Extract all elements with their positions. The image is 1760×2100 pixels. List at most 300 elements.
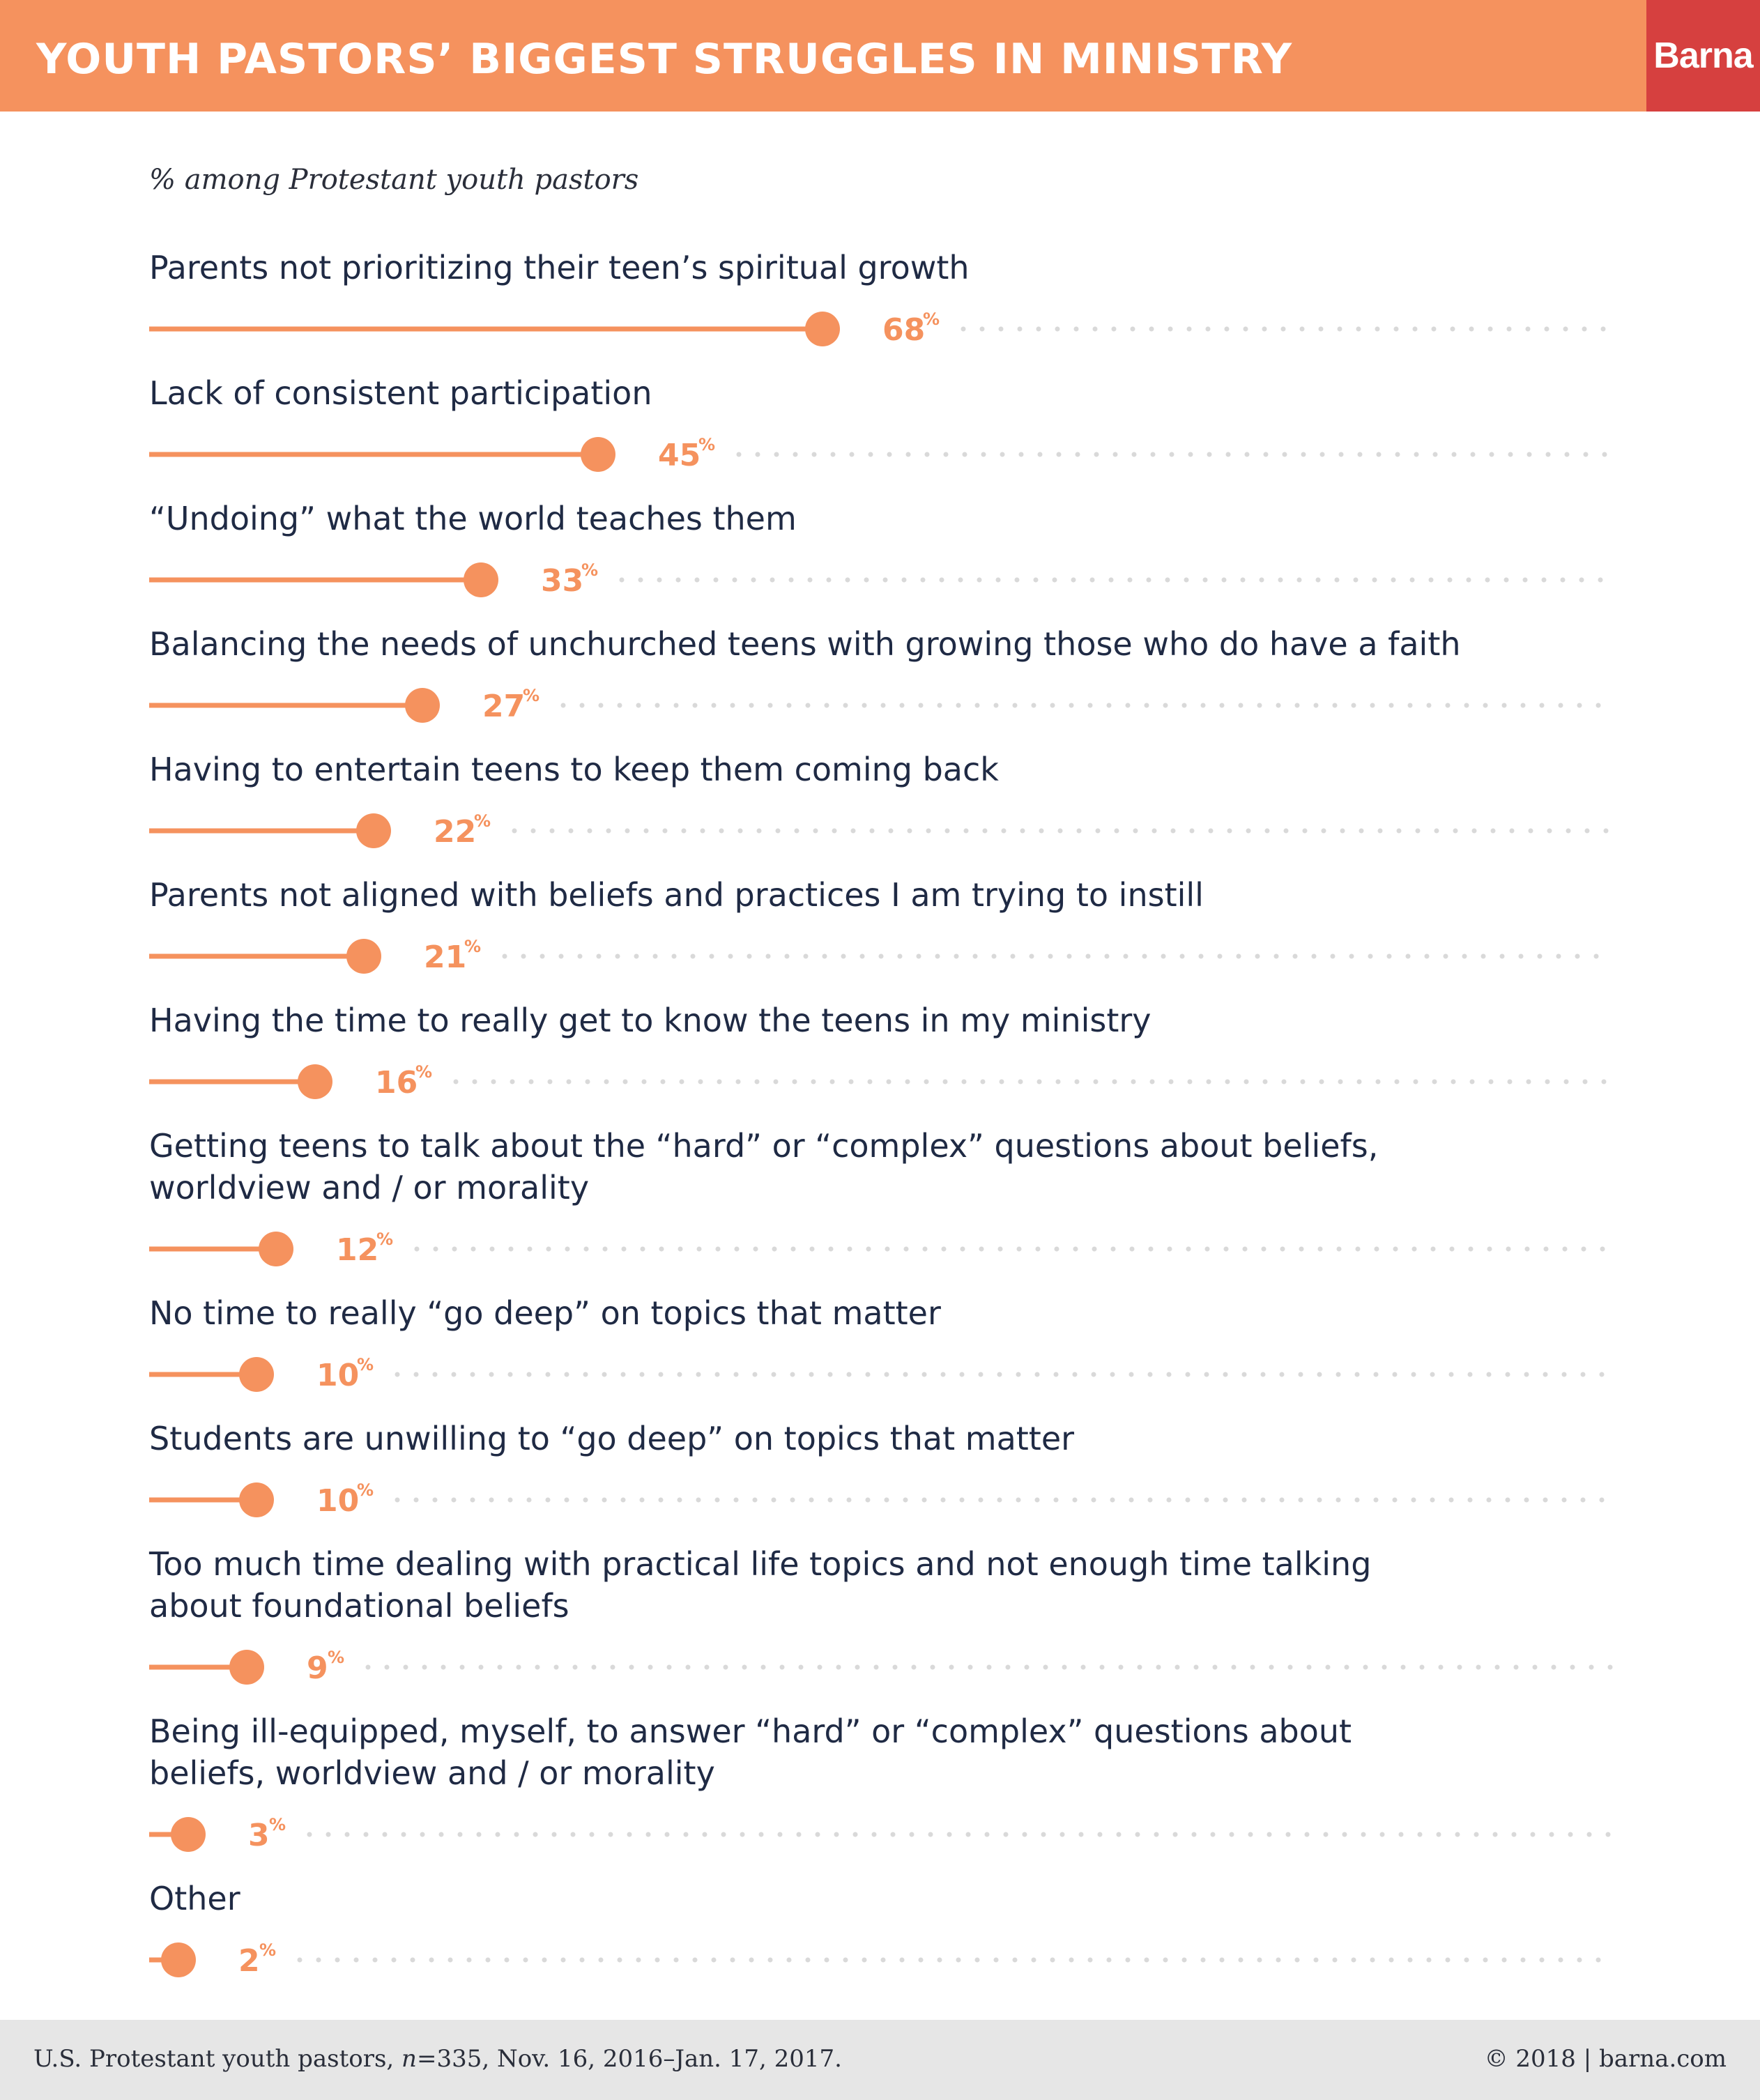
track-dot xyxy=(1562,1372,1567,1377)
track-dot xyxy=(433,1498,438,1503)
track-dot xyxy=(1507,327,1512,332)
track-dot xyxy=(565,1247,570,1252)
bar-dot xyxy=(581,437,615,472)
track-dot xyxy=(1354,578,1359,583)
track-dot xyxy=(1232,1665,1237,1670)
track-dot xyxy=(1016,1498,1021,1503)
track-dot xyxy=(1457,1665,1462,1670)
track-dot xyxy=(657,578,662,583)
track-dot xyxy=(900,1958,905,1963)
track-dot xyxy=(473,1080,477,1085)
track-dot xyxy=(832,829,837,834)
track-dot xyxy=(1041,1832,1046,1837)
track-dot xyxy=(1186,1247,1191,1252)
track-dot xyxy=(954,954,959,959)
track-dot xyxy=(1131,327,1135,332)
track-dot xyxy=(961,327,966,332)
track-dot xyxy=(1416,829,1421,834)
track-dot xyxy=(1389,1958,1394,1963)
track-dot xyxy=(1563,327,1568,332)
track-dot xyxy=(307,1832,312,1837)
track-dot xyxy=(1225,1080,1230,1085)
track-dot xyxy=(985,1832,990,1837)
track-dot xyxy=(1100,1665,1105,1670)
track-dot xyxy=(747,954,752,959)
value-unit: % xyxy=(259,1940,277,1960)
value-unit: % xyxy=(328,1648,345,1667)
track-dot xyxy=(1282,1080,1287,1085)
value-unit: % xyxy=(474,811,491,831)
track-dot xyxy=(1081,1665,1086,1670)
track-dot xyxy=(1316,578,1321,583)
track-dot xyxy=(804,954,809,959)
track-dot xyxy=(1531,1832,1536,1837)
track-dot xyxy=(620,578,625,583)
track-dot xyxy=(1579,578,1584,583)
track-dot xyxy=(738,829,743,834)
track-dot xyxy=(1604,829,1609,834)
track-dot xyxy=(1115,829,1119,834)
category-label: Being ill-equipped, myself, to answer “hard” or “complex” questions about xyxy=(149,1712,1352,1750)
track-dot xyxy=(1547,829,1552,834)
category-label: Other xyxy=(149,1880,240,1917)
track-dot xyxy=(812,452,817,457)
track-dot xyxy=(1561,578,1566,583)
track-dot xyxy=(395,1372,400,1377)
track-dot xyxy=(1161,954,1166,959)
track-dot xyxy=(1169,1080,1174,1085)
track-dot xyxy=(1508,452,1513,457)
track-dot xyxy=(1449,1498,1454,1503)
track-dot xyxy=(1374,1372,1379,1377)
track-dot xyxy=(693,1958,698,1963)
track-dot xyxy=(1132,452,1137,457)
track-dot xyxy=(603,1247,608,1252)
track-dot xyxy=(1596,1958,1601,1963)
track-dot xyxy=(964,829,969,834)
track-dot xyxy=(724,1665,728,1670)
track-dot xyxy=(757,829,762,834)
track-dot xyxy=(1399,1832,1404,1837)
track-dot xyxy=(1602,452,1607,457)
track-dot xyxy=(1523,578,1528,583)
track-dot xyxy=(921,578,926,583)
track-dot xyxy=(1540,1958,1545,1963)
track-dot xyxy=(1587,1832,1592,1837)
track-dot xyxy=(828,1372,833,1377)
track-dot xyxy=(1142,954,1147,959)
track-dot xyxy=(1107,703,1112,708)
track-dot xyxy=(618,703,622,708)
track-dot xyxy=(1487,1372,1492,1377)
track-dot xyxy=(1524,1372,1529,1377)
track-dot xyxy=(1017,1247,1022,1252)
track-dot xyxy=(1111,1247,1116,1252)
track-dot xyxy=(1109,578,1114,583)
track-dot xyxy=(1190,829,1195,834)
track-dot xyxy=(919,703,924,708)
track-dot xyxy=(467,1958,472,1963)
track-dot xyxy=(1491,829,1496,834)
track-dot xyxy=(1261,1498,1266,1503)
brand-logo-text: Barna xyxy=(1653,36,1753,76)
track-dot xyxy=(1448,578,1453,583)
track-dot xyxy=(1223,1498,1228,1503)
track-dot xyxy=(1444,954,1448,959)
track-dot xyxy=(659,1247,664,1252)
track-dot xyxy=(1149,1247,1154,1252)
track-dot xyxy=(772,1372,776,1377)
track-dot xyxy=(1032,1958,1036,1963)
track-dot xyxy=(1600,1498,1605,1503)
track-dot xyxy=(1589,1665,1594,1670)
track-dot xyxy=(1274,954,1279,959)
track-dot xyxy=(1182,703,1187,708)
track-dot xyxy=(326,1832,331,1837)
track-dot xyxy=(676,578,681,583)
track-dot xyxy=(1250,1665,1255,1670)
track-dot xyxy=(1356,1247,1361,1252)
track-dot xyxy=(621,1372,626,1377)
track-dot xyxy=(1462,954,1467,959)
track-dot xyxy=(460,1665,465,1670)
track-dot xyxy=(1355,1498,1360,1503)
track-dot xyxy=(1038,452,1043,457)
track-dot xyxy=(1469,1247,1474,1252)
track-dot xyxy=(945,829,950,834)
track-dot xyxy=(774,452,779,457)
category-label: Parents not aligned with beliefs and practices I am trying to instill xyxy=(149,876,1204,914)
category-label: Having to entertain teens to keep them coming back xyxy=(149,751,999,788)
track-dot xyxy=(963,452,967,457)
track-dot xyxy=(1006,1665,1011,1670)
track-dot xyxy=(1300,327,1305,332)
track-dot xyxy=(734,1372,739,1377)
track-dot xyxy=(1223,1372,1228,1377)
track-dot xyxy=(761,1665,766,1670)
track-dot xyxy=(1034,578,1039,583)
track-dot xyxy=(1015,578,1020,583)
track-dot xyxy=(831,452,836,457)
track-dot xyxy=(599,703,604,708)
track-dot xyxy=(862,1958,867,1963)
track-dot xyxy=(1145,1958,1149,1963)
track-dot xyxy=(816,1832,820,1837)
track-dot xyxy=(714,578,719,583)
track-dot xyxy=(855,1665,860,1670)
track-dot xyxy=(523,1958,528,1963)
track-dot xyxy=(1487,1498,1492,1503)
track-dot xyxy=(1322,829,1326,834)
track-dot xyxy=(1393,1247,1398,1252)
track-dot xyxy=(665,1832,670,1837)
track-dot xyxy=(868,1080,873,1085)
track-dot xyxy=(868,452,873,457)
track-dot xyxy=(1336,1498,1341,1503)
track-dot xyxy=(638,578,643,583)
track-dot xyxy=(640,1498,645,1503)
value-unit: % xyxy=(523,686,540,705)
track-dot xyxy=(508,1372,513,1377)
track-dot xyxy=(928,1832,933,1837)
track-dot xyxy=(956,1958,961,1963)
track-dot xyxy=(1408,1958,1413,1963)
track-dot xyxy=(1246,829,1251,834)
track-dot xyxy=(1559,703,1563,708)
track-dot xyxy=(716,1247,721,1252)
track-dot xyxy=(1149,327,1154,332)
track-dot xyxy=(1312,954,1317,959)
track-dot xyxy=(693,703,698,708)
track-dot xyxy=(987,1665,992,1670)
track-dot xyxy=(540,954,545,959)
track-dot xyxy=(885,1372,889,1377)
track-dot xyxy=(414,1372,419,1377)
track-dot xyxy=(1577,1958,1582,1963)
track-dot xyxy=(768,1958,773,1963)
track-dot xyxy=(843,1958,848,1963)
track-dot xyxy=(1559,1958,1563,1963)
track-dot xyxy=(1370,703,1375,708)
track-dot xyxy=(1582,1247,1586,1252)
track-dot xyxy=(785,954,790,959)
track-dot xyxy=(1129,1372,1134,1377)
track-dot xyxy=(565,1372,569,1377)
track-dot xyxy=(1069,703,1074,708)
track-dot xyxy=(1506,1247,1511,1252)
track-dot xyxy=(625,829,630,834)
track-dot xyxy=(674,1958,679,1963)
track-dot xyxy=(1318,1247,1323,1252)
track-dot xyxy=(533,1832,538,1837)
value-unit: % xyxy=(464,937,482,956)
track-dot xyxy=(1449,1372,1454,1377)
track-dot xyxy=(834,1832,839,1837)
track-dot xyxy=(1088,703,1093,708)
track-dot xyxy=(1110,1498,1115,1503)
track-dot xyxy=(404,1665,408,1670)
track-dot xyxy=(879,954,884,959)
track-dot xyxy=(1488,327,1493,332)
track-dot xyxy=(1584,452,1589,457)
source-n: n xyxy=(401,2045,417,2073)
track-dot xyxy=(448,1958,453,1963)
track-dot xyxy=(1262,327,1267,332)
track-dot xyxy=(1218,954,1223,959)
value-unit: % xyxy=(357,1480,374,1500)
value-unit: % xyxy=(357,1355,374,1374)
track-dot xyxy=(684,1832,689,1837)
track-dot xyxy=(1050,703,1055,708)
track-dot xyxy=(1054,1498,1059,1503)
track-dot xyxy=(641,1247,645,1252)
track-dot xyxy=(1239,703,1244,708)
track-dot xyxy=(680,1080,684,1085)
track-dot xyxy=(659,1498,664,1503)
track-dot xyxy=(345,1832,350,1837)
track-dot xyxy=(1032,703,1036,708)
track-dot xyxy=(1430,1372,1435,1377)
track-dot xyxy=(885,1498,889,1503)
track-dot xyxy=(496,1832,500,1837)
track-dot xyxy=(1057,452,1062,457)
track-dot xyxy=(847,1498,852,1503)
track-dot xyxy=(508,1498,513,1503)
track-dot xyxy=(848,1247,852,1252)
track-dot xyxy=(682,829,687,834)
track-dot xyxy=(768,703,773,708)
track-dot xyxy=(705,1665,710,1670)
track-dot xyxy=(1545,1080,1550,1085)
track-dot xyxy=(514,1832,519,1837)
track-dot xyxy=(429,1958,434,1963)
track-dot xyxy=(1131,1080,1136,1085)
track-dot xyxy=(941,1498,946,1503)
track-dot xyxy=(938,1958,942,1963)
track-dot xyxy=(1054,1372,1059,1377)
track-dot xyxy=(730,1958,735,1963)
track-dot xyxy=(1073,1372,1078,1377)
track-dot xyxy=(1600,1372,1605,1377)
track-dot xyxy=(753,1498,758,1503)
track-dot xyxy=(1393,1372,1398,1377)
track-dot xyxy=(1207,452,1212,457)
track-dot xyxy=(1073,1498,1078,1503)
track-dot xyxy=(1337,1247,1342,1252)
track-dot xyxy=(1331,954,1336,959)
track-dot xyxy=(498,1665,503,1670)
track-dot xyxy=(364,1832,369,1837)
track-dot xyxy=(531,829,536,834)
track-dot xyxy=(696,1372,701,1377)
category-label: “Undoing” what the world teaches them xyxy=(149,500,797,537)
track-dot xyxy=(606,829,611,834)
track-dot xyxy=(1411,1372,1416,1377)
track-dot xyxy=(864,578,869,583)
track-dot xyxy=(1389,703,1394,708)
track-dot xyxy=(1076,452,1080,457)
track-dot xyxy=(1581,1372,1586,1377)
source-prefix: U.S. Protestant youth pastors, xyxy=(33,2045,402,2073)
track-dot xyxy=(1165,578,1170,583)
track-dot xyxy=(486,1958,491,1963)
track-dot xyxy=(949,1665,954,1670)
value-label: 10 xyxy=(316,1483,360,1519)
track-dot xyxy=(385,1665,390,1670)
track-dot xyxy=(1432,1080,1437,1085)
track-dot xyxy=(1451,1080,1456,1085)
track-dot xyxy=(1370,1958,1375,1963)
track-dot xyxy=(1596,703,1601,708)
track-dot xyxy=(452,1247,457,1252)
track-dot xyxy=(546,1498,551,1503)
track-dot xyxy=(622,1247,627,1252)
track-dot xyxy=(1060,1832,1065,1837)
track-dot xyxy=(535,1665,540,1670)
track-dot xyxy=(433,1372,438,1377)
track-dot xyxy=(900,703,905,708)
track-dot xyxy=(917,954,921,959)
track-dot xyxy=(1119,1665,1124,1670)
track-dot xyxy=(759,1832,764,1837)
track-dot xyxy=(1490,452,1494,457)
track-dot xyxy=(1105,954,1110,959)
track-dot xyxy=(672,954,677,959)
bar-dot xyxy=(464,562,498,597)
track-dot xyxy=(1129,1498,1134,1503)
track-dot xyxy=(809,1372,814,1377)
track-dot xyxy=(866,1372,871,1377)
track-dot xyxy=(1092,1498,1096,1503)
track-dot xyxy=(715,1498,720,1503)
track-dot xyxy=(1288,1665,1293,1670)
track-dot xyxy=(1207,1080,1211,1085)
track-dot xyxy=(1090,578,1095,583)
bar-dot xyxy=(405,688,440,723)
track-dot xyxy=(1446,703,1451,708)
track-dot xyxy=(1224,1247,1229,1252)
track-dot xyxy=(1585,829,1590,834)
value-unit: % xyxy=(581,560,599,580)
track-dot xyxy=(981,452,986,457)
value-unit: % xyxy=(376,1229,394,1249)
category-label: No time to really “go deep” on topics that matter xyxy=(149,1294,941,1332)
track-dot xyxy=(366,1665,371,1670)
track-dot xyxy=(1135,1832,1140,1837)
track-dot xyxy=(1485,578,1490,583)
track-dot xyxy=(778,1832,783,1837)
track-dot xyxy=(1474,1832,1479,1837)
track-dot xyxy=(1077,829,1082,834)
track-dot xyxy=(1213,1665,1218,1670)
track-dot xyxy=(1209,829,1214,834)
category-label: worldview and / or morality xyxy=(149,1169,590,1206)
track-dot xyxy=(1314,1958,1319,1963)
chart-title: YOUTH PASTORS’ BIGGEST STRUGGLES IN MINISTRY xyxy=(36,35,1293,84)
track-dot xyxy=(648,1665,653,1670)
track-dot xyxy=(1542,578,1547,583)
track-dot xyxy=(1086,954,1091,959)
track-dot xyxy=(922,1372,927,1377)
track-dot xyxy=(774,1080,779,1085)
track-dot xyxy=(1483,1958,1488,1963)
track-dot xyxy=(1335,578,1340,583)
track-dot xyxy=(695,578,700,583)
track-dot xyxy=(653,954,658,959)
track-dot xyxy=(994,703,999,708)
track-dot xyxy=(1094,1080,1099,1085)
track-dot xyxy=(354,1958,359,1963)
track-dot xyxy=(691,954,696,959)
track-dot xyxy=(636,703,641,708)
track-dot xyxy=(1374,1498,1379,1503)
track-dot xyxy=(1506,1498,1510,1503)
track-dot xyxy=(1395,1080,1400,1085)
track-dot xyxy=(1094,452,1099,457)
track-dot xyxy=(583,1498,588,1503)
track-dot xyxy=(1320,452,1325,457)
track-dot xyxy=(1230,1832,1234,1837)
track-dot xyxy=(655,1958,660,1963)
track-dot xyxy=(1226,452,1231,457)
track-dot xyxy=(1469,327,1474,332)
track-dot xyxy=(922,1498,927,1503)
track-dot xyxy=(862,703,867,708)
track-dot xyxy=(1000,1080,1004,1085)
track-dot xyxy=(813,829,818,834)
track-dot xyxy=(845,578,850,583)
track-dot xyxy=(790,1498,795,1503)
